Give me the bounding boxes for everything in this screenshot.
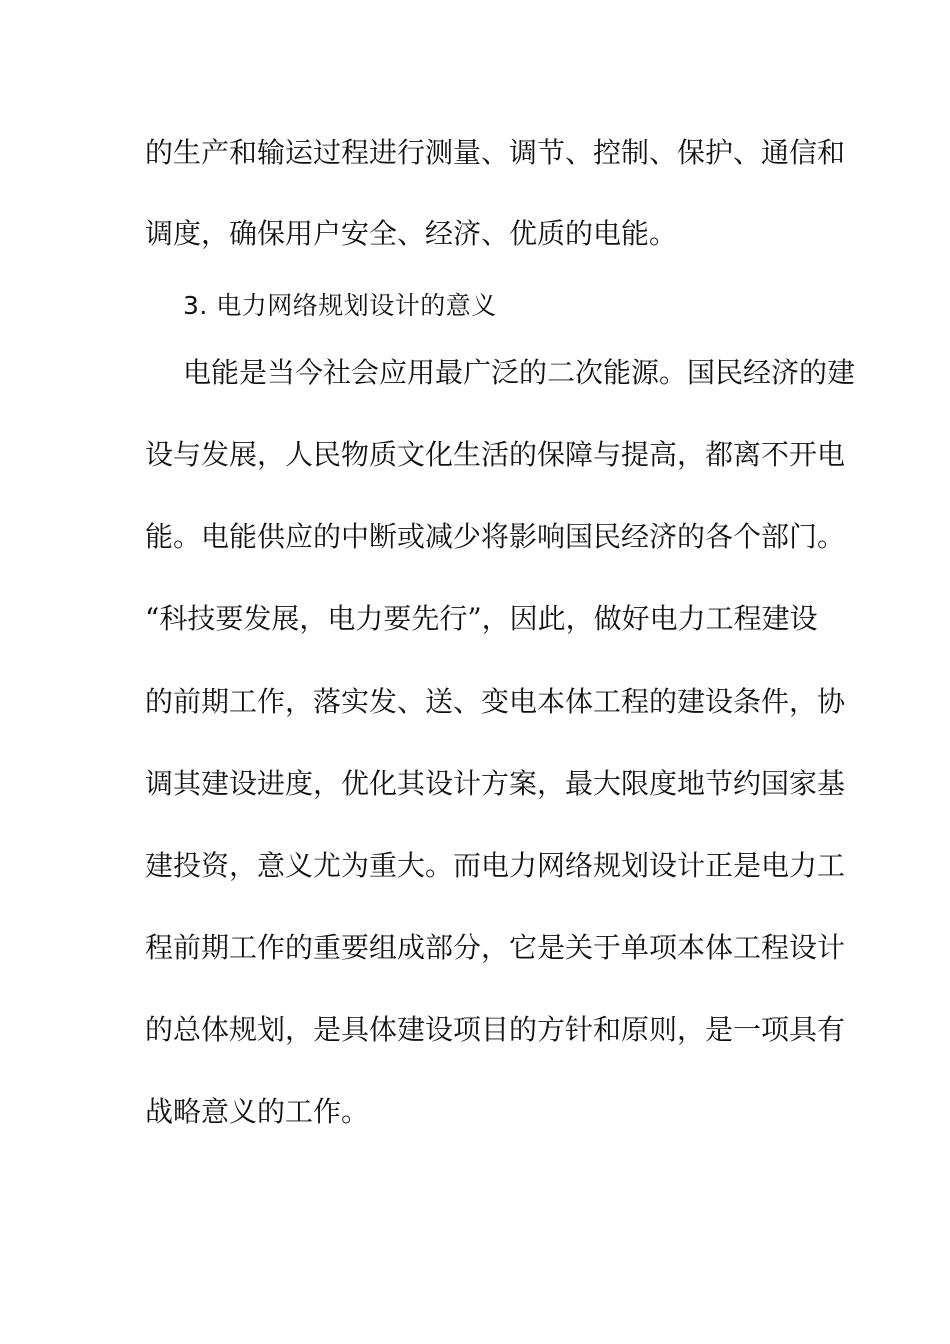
paragraph-line: 电能是当今社会应用最广泛的二次能源。国民经济的建 — [183, 356, 856, 389]
paragraph-line: 的总体规划，是具体建设项目的方针和原则，是一项具有 — [145, 1013, 846, 1046]
section-heading: 3. 电力网络规划设计的意义 — [183, 291, 497, 320]
paragraph-line: 建投资，意义尤为重大。而电力网络规划设计正是电力工 — [145, 849, 846, 882]
paragraph-line: 调其建设进度，优化其设计方案，最大限度地节约国家基 — [145, 767, 846, 800]
paragraph-line: 调度，确保用户安全、经济、优质的电能。 — [145, 217, 678, 250]
paragraph-line: “科技要发展，电力要先行”，因此，做好电力工程建设 — [145, 602, 818, 635]
paragraph-line: 的前期工作，落实发、送、变电本体工程的建设条件，协 — [145, 685, 846, 718]
paragraph-line: 设与发展，人民物质文化生活的保障与提高，都离不开电 — [145, 438, 846, 471]
paragraph-line: 能。电能供应的中断或减少将影响国民经济的各个部门。 — [145, 520, 846, 553]
paragraph-line: 的生产和输运过程进行测量、调节、控制、保护、通信和 — [145, 136, 846, 169]
paragraph-line: 战略意义的工作。 — [145, 1095, 370, 1128]
paragraph-line: 程前期工作的重要组成部分，它是关于单项本体工程设计 — [145, 931, 846, 964]
